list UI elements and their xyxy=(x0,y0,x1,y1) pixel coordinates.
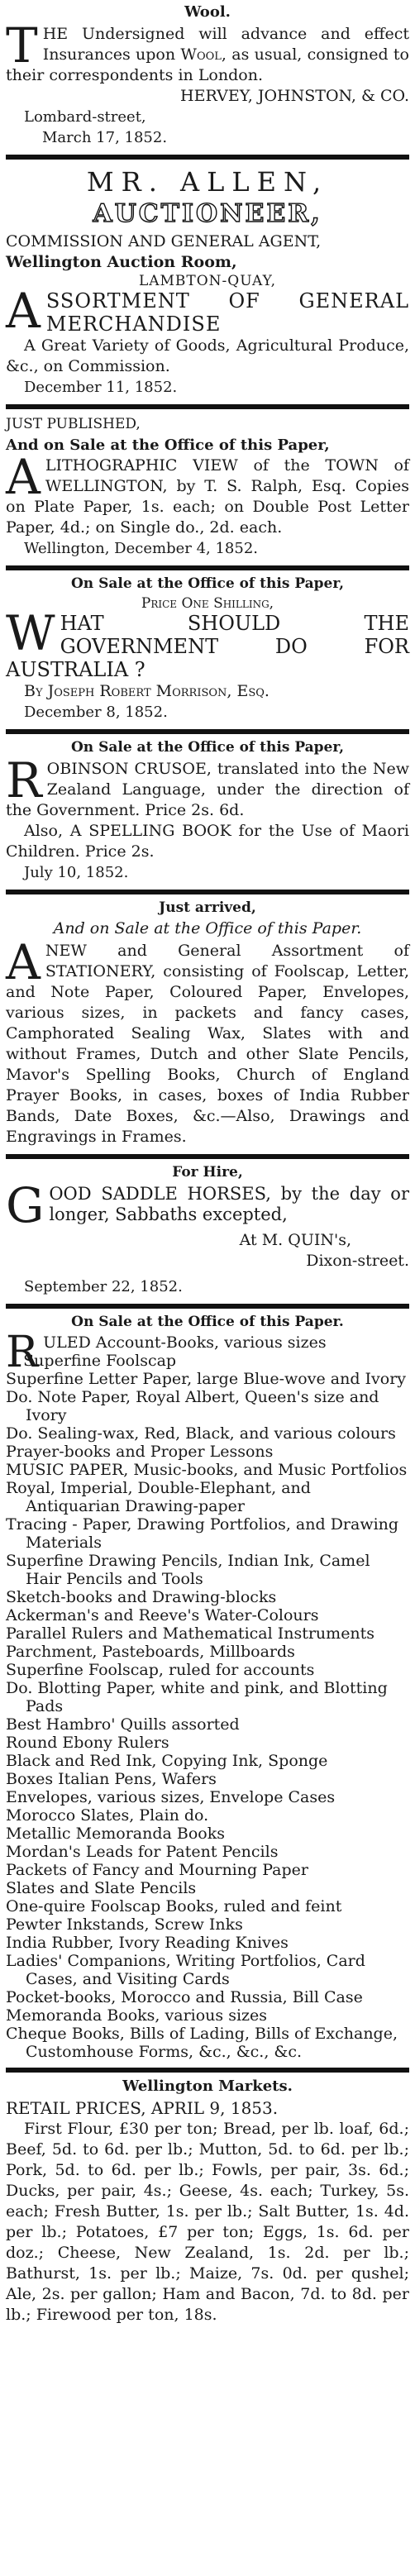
wool-body: THE Undersigned will advance and effect Insurances upon Wool, as usual, consigned to their correspondents in London. xyxy=(6,17,409,84)
stationery-sale: And on Sale at the Office of this Paper. xyxy=(53,919,362,937)
list-item: Superfine Letter Paper, large Blue-wove and Ivory xyxy=(6,1370,407,1388)
litho-body: ALITHOGRAPHIC VIEW of the TOWN of WELLINGTON, by T. S. Ralph, Esq. Copies on Plate Paper, 1s. each; on Double Post Letter Paper, 4d.; on Single do., 2d. each. xyxy=(6,449,409,537)
allen-date: December 11, 1852. xyxy=(24,379,178,396)
crusoe-date: July 10, 1852. xyxy=(24,864,129,881)
list-item: Sketch-books and Drawing-blocks xyxy=(6,1588,277,1606)
australia-advert xyxy=(6,575,409,723)
wool-drop-cap: T xyxy=(6,17,38,74)
list-item: MUSIC PAPER, Music-books, and Music Portfolios xyxy=(6,1461,408,1479)
allen-name: MR. ALLEN, xyxy=(86,166,329,198)
office-list-advert xyxy=(6,1314,409,2061)
horses-label: For Hire, xyxy=(172,1164,243,1181)
litho-drop-cap: A xyxy=(6,449,41,505)
wool-advert xyxy=(6,3,409,148)
divider xyxy=(6,2068,409,2073)
divider xyxy=(6,890,409,894)
divider xyxy=(6,565,409,570)
list-item: Royal, Imperial, Double-Elephant, and Antiquarian Drawing-paper xyxy=(6,1479,311,1515)
allen-role: COMMISSION AND GENERAL AGENT, xyxy=(6,232,322,250)
allen-drop-cap: A xyxy=(6,283,41,339)
horses-advert xyxy=(6,1164,409,1297)
allen-advert xyxy=(6,166,409,398)
list-item: Slates and Slate Pencils xyxy=(6,1879,197,1897)
list-item: Do. Blotting Paper, white and pink, and Blotting Pads xyxy=(6,1679,388,1715)
wool-signature: HERVEY, JOHNSTON, & CO. xyxy=(180,87,409,105)
list-item: Cheque Books, Bills of Lading, Bills of Exchange, Customhouse Forms, &c., &c., &c. xyxy=(6,2025,398,2061)
list-item: Packets of Fancy and Mourning Paper xyxy=(6,1861,308,1879)
stationery-body: ANEW and General Assortment of STATIONERY, consisting of Foolscap, Letter, and Note Paper, Coloured Paper, Envelopes, various sizes, in packets and fancy cases, Camphorated Sealing Wax, Slates with and without Frames, Dutch and other Slate Pencils, Mavor's Spelling Books, Church of England Prayer Books, in cases, boxes of India Rubber Bands, Date Boxes, &c.—Also, Drawings and Engravings in Frames. xyxy=(6,934,409,1146)
stationery-advert xyxy=(6,899,409,1147)
list-item: Best Hambro' Quills assorted xyxy=(6,1715,240,1734)
horses-body: GOOD SADDLE HORSES, by the day or longer, Sabbaths excepted, xyxy=(6,1177,409,1233)
office-items xyxy=(6,1328,409,2061)
list-item: Mordan's Leads for Patent Pencils xyxy=(6,1843,279,1861)
divider xyxy=(6,1154,409,1159)
allen-room: Wellington Auction Room, xyxy=(6,253,237,271)
list-item: Superfine Foolscap xyxy=(23,1352,177,1370)
list-item: One-quire Foolscap Books, ruled and feint xyxy=(6,1897,342,1915)
australia-author: By Joseph Robert Morrison, Esq. xyxy=(24,682,270,700)
list-item: Memoranda Books, various sizes xyxy=(6,2006,268,2025)
stationery-drop-cap: A xyxy=(6,934,41,990)
list-item: Parchment, Pasteboards, Millboards xyxy=(6,1643,295,1661)
list-item: Do. Sealing-wax, Red, Black, and various colours xyxy=(6,1424,396,1443)
australia-title: WHAT SHOULD THE GOVERNMENT DO FOR AUSTRALIA ? xyxy=(6,605,409,681)
list-item: Black and Red Ink, Copying Ink, Sponge xyxy=(6,1752,328,1770)
litho-sale: And on Sale at the Office of this Paper, xyxy=(6,436,330,454)
litho-label: JUST PUBLISHED, xyxy=(6,416,141,432)
allen-street: LAMBTON-QUAY, xyxy=(138,273,277,289)
allen-body: A Great Variety of Goods, Agricultural Produce, &c., on Commission. xyxy=(6,336,409,375)
divider xyxy=(6,1304,409,1309)
litho-advert xyxy=(6,414,409,559)
australia-label: On Sale at the Office of this Paper, xyxy=(70,575,345,592)
office-list xyxy=(6,1328,409,2061)
list-item: India Rubber, Ivory Reading Knives xyxy=(6,1934,289,1952)
horses-date: September 22, 1852. xyxy=(24,1278,183,1295)
horses-drop-cap: G xyxy=(6,1177,45,1233)
list-item: Boxes Italian Pens, Wafers xyxy=(6,1770,217,1788)
crusoe-also: Also, A SPELLING BOOK for the Use of Maori Children. Price 2s. xyxy=(6,822,409,861)
australia-drop-cap: W xyxy=(6,605,55,661)
markets-heading: Wellington Markets. xyxy=(122,2077,293,2095)
markets-body: First Flour, £30 per ton; Bread, per lb. loaf, 6d.; Beef, 5d. to 6d. per lb.; Mutton, 5d. to 6d. per lb.; Pork, 5d. to 6d. per lb.; Fowls, per pair, 3s. 6d.; Ducks, per pair, 4s.; Geese, 4s. each; Turkey, 5s. each; Fresh Butter, 1s. per lb.; Salt Butter, 1s. 4d. per lb.; Potatoes, £7 per ton; Eggs, 1s. 6d. per doz.; Cheese, New Zealand, 1s. 2d. per lb.; Bathurst, 1s. per lb.; Maize, 7s. 0d. per qushel; Ale, 2s. per gallon; Ham and Bacon, 7d. to 8d. per lb.; Firewood per ton, 18s. xyxy=(6,2120,409,2324)
markets-subhead: RETAIL PRICES, APRIL 9, 1853. xyxy=(6,2098,279,2118)
list-item: Do. Note Paper, Royal Albert, Queen's size and Ivory xyxy=(6,1388,379,1424)
list-item: Tracing - Paper, Drawing Portfolios, and Drawing Materials xyxy=(6,1515,399,1552)
horses-street: Dixon-street. xyxy=(306,1252,409,1270)
list-item: ULED Account-Books, various sizes xyxy=(43,1333,327,1352)
list-item: Morocco Slates, Plain do. xyxy=(6,1806,209,1825)
litho-date: Wellington, December 4, 1852. xyxy=(24,540,258,557)
list-item: Pocket-books, Morocco and Russia, Bill Case xyxy=(6,1988,363,2006)
divider xyxy=(6,729,409,734)
markets-advert xyxy=(6,2077,409,2326)
stationery-label: Just arrived, xyxy=(159,899,256,916)
list-item: Superfine Drawing Pencils, Indian Ink, Camel Hair Pencils and Tools xyxy=(6,1552,370,1588)
list-item: Round Ebony Rulers xyxy=(6,1734,169,1752)
crusoe-body: ROBINSON CRUSOE, translated into the New Zealand Language, under the direction of the Government. Price 2s. 6d. xyxy=(6,752,409,819)
list-item: Prayer-books and Proper Lessons xyxy=(6,1443,274,1461)
wool-address: Lombard-street, xyxy=(24,108,146,126)
list-item: Envelopes, various sizes, Envelope Cases xyxy=(6,1788,336,1806)
list-item: Ladies' Companions, Writing Portfolios, Card Cases, and Visiting Cards xyxy=(6,1952,365,1988)
divider xyxy=(6,155,409,160)
list-item: Parallel Rulers and Mathematical Instruments xyxy=(6,1624,375,1643)
list-item: Superfine Foolscap, ruled for accounts xyxy=(6,1661,315,1679)
office-list-label: On Sale at the Office of this Paper. xyxy=(71,1314,344,1330)
allen-title: AUCTIONEER, xyxy=(93,199,322,228)
list-item: Ackerman's and Reeve's Water-Colours xyxy=(6,1606,319,1624)
office-list-drop-cap: R xyxy=(6,1328,39,1377)
australia-date: December 8, 1852. xyxy=(24,704,168,721)
horses-sig: At M. QUIN's, xyxy=(239,1231,351,1249)
newspaper-column xyxy=(6,3,409,2326)
list-item: Pewter Inkstands, Screw Inks xyxy=(6,1915,243,1934)
wool-heading: Wool. xyxy=(184,3,231,21)
list-item: Metallic Memoranda Books xyxy=(6,1825,226,1843)
divider xyxy=(6,404,409,409)
crusoe-advert xyxy=(6,739,409,883)
crusoe-drop-cap: R xyxy=(6,752,42,809)
australia-price: Price One Shilling, xyxy=(141,595,274,612)
allen-assortment: ASSORTMENT OF GENERAL MERCHANDISE xyxy=(6,283,409,339)
wool-date: March 17, 1852. xyxy=(42,129,168,146)
crusoe-label: On Sale at the Office of this Paper, xyxy=(70,739,345,756)
